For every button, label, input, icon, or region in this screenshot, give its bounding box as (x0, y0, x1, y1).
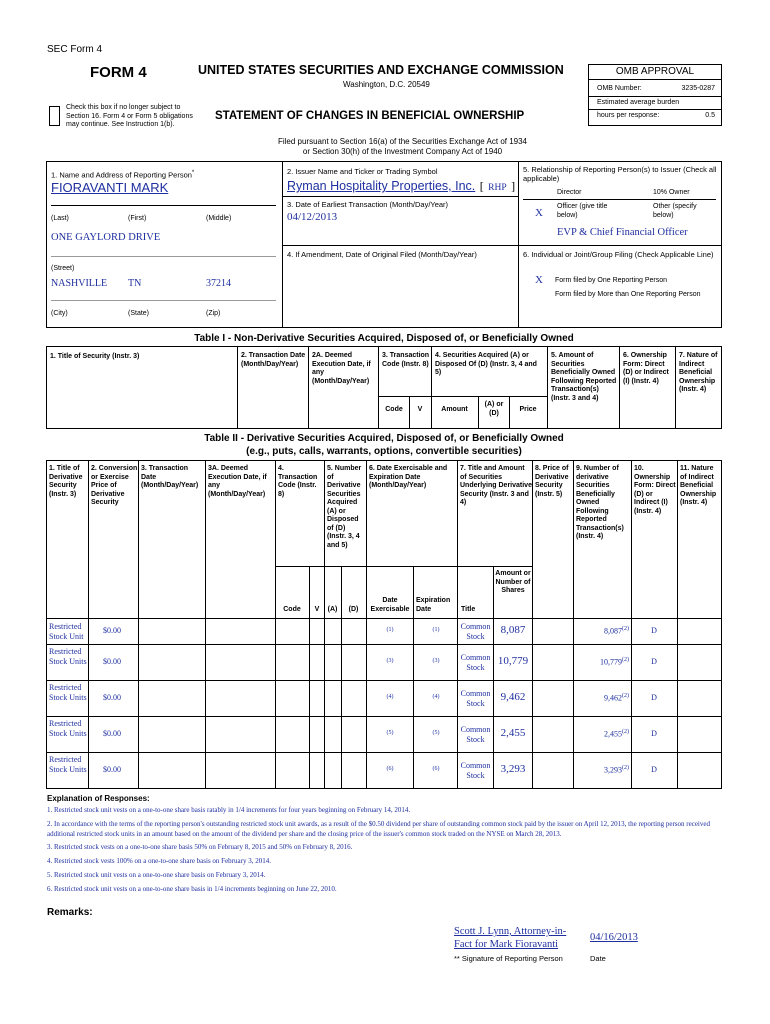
t2-col2-header: 2. Conversion or Exercise Price of Derivative Security (91, 465, 138, 506)
conversion-price: $0.00 (103, 765, 121, 774)
t2-date-exercisable-header: Date Exercisable (370, 597, 410, 613)
t1-col5-header: 5. Amount of Securities Beneficially Owned Following Reported Transaction(s) (Instr. 3 and 4) (551, 352, 617, 402)
conversion-price: $0.00 (103, 657, 121, 666)
date-exercisable: (5) (386, 730, 394, 736)
t1-v-header: V (417, 406, 423, 413)
conversion-price: $0.00 (103, 693, 121, 702)
t2-a-header: (A) (327, 606, 338, 613)
t1-col3-header: 3. Transaction Code (Instr. 8) (382, 352, 430, 368)
signature-date: 04/16/2013 (590, 932, 638, 943)
derivative-title: Restricted Stock Units (49, 719, 87, 738)
expiration-date: (3) (432, 658, 440, 664)
first-label: (First) (128, 215, 147, 222)
omb-title: OMB APPROVAL (589, 65, 721, 80)
omb-hours-value: 0.5 (705, 112, 715, 119)
expiration-date: (4) (432, 694, 440, 700)
expiration-date: (6) (432, 766, 440, 772)
omb-number-value: 3235-0287 (681, 85, 715, 92)
ten-percent-owner-label: 10% Owner (653, 189, 690, 196)
underlying-amount: 2,455 (500, 727, 526, 739)
commission-title: UNITED STATES SECURITIES AND EXCHANGE COMMISSION (198, 63, 564, 77)
t1-price-header: Price (519, 406, 537, 413)
omb-hours-label: hours per response: (597, 112, 660, 119)
other-label: Other (specify below) (653, 203, 697, 219)
t2-col7-header: 7. Title and Amount of Securities Underlying Derivative Security (Instr. 3 and 4) (460, 465, 532, 506)
t2-col9-header: 9. Number of derivative Securities Beneficially Owned Following Reported Transaction(s) (Instr. 4) (576, 465, 624, 540)
filed-pursuant-line1: Filed pursuant to Section 16(a) of the Securities Exchange Act of 1934 (277, 137, 528, 146)
securities-owned: 2,455$^{(2)}$ (604, 729, 629, 739)
signature-name: Scott J. Lynn, Attorney-in-Fact for Mark Fioravanti (454, 926, 567, 950)
t1-aord-header: (A) or (D) (484, 401, 504, 417)
underlying-amount: 8,087 (500, 624, 526, 636)
footnote-6: 6. Restricted stock unit vests on a one-to-one share basis in 1/4 increments beginning on June 22, 2010. (47, 884, 337, 893)
reporting-person-name[interactable]: FIORAVANTI MARK (51, 180, 169, 195)
box2-label: 2. Issuer Name and Ticker or Trading Symbol (287, 167, 438, 176)
t2-col10-header: 10. Ownership Form: Direct (D) or Indirect (I) (Instr. 4) (634, 465, 676, 515)
t2-col4-header: 4. Transaction Code (Instr. 8) (278, 465, 318, 498)
date-exercisable: (6) (386, 766, 394, 772)
t2-col1-header: 1. Title of Derivative Security (Instr. 3) (49, 465, 83, 498)
t1-amount-header: Amount (441, 406, 468, 413)
city-value: NASHVILLE (51, 278, 108, 289)
t1-code-header: Code (385, 406, 403, 413)
officer-label: Officer (give title below) (557, 203, 608, 219)
t1-col1-header: 1. Title of Security (Instr. 3) (50, 353, 140, 360)
t2-col5-header: 5. Number of Derivative Securities Acquired (A) or Disposed of (D) (Instr. 3, 4 and 5) (327, 465, 362, 549)
date-label: Date (590, 954, 606, 963)
t2-col8-header: 8. Price of Derivative Security (Instr. 5) (535, 465, 569, 498)
issuer-line: Ryman Hospitality Properties, Inc. [ RHP ] (287, 179, 516, 193)
explanation-title: Explanation of Responses: (47, 794, 150, 803)
derivative-title: Restricted Stock Unit (49, 622, 84, 641)
underlying-title: Common Stock (460, 761, 491, 780)
derivative-title: Restricted Stock Units (49, 755, 87, 774)
omb-burden-label: Estimated average burden (597, 99, 680, 106)
t2-v-header: V (314, 606, 320, 613)
t1-col2a-header: 2A. Deemed Execution Date, if any (Month/Day/Year) (312, 352, 371, 385)
date-exercisable: (4) (386, 694, 394, 700)
earliest-transaction-date: 04/12/2013 (287, 211, 338, 223)
zip-value: 37214 (206, 278, 231, 289)
underlying-amount: 3,293 (500, 763, 526, 775)
last-label: (Last) (51, 215, 69, 222)
box4-label: 4. If Amendment, Date of Original Filed (Month/Day/Year) (287, 250, 477, 259)
state-value: TN (128, 278, 142, 289)
explanation-list (47, 806, 722, 895)
checkbox-instruction: Check this box if no longer subject to Section 16. Form 4 or Form 5 obligations may continue. See Instruction 1(b). (66, 104, 193, 128)
filed-by-one-label: Form filed by One Reporting Person (555, 277, 668, 284)
securities-owned: 8,087$^{(2)}$ (604, 626, 629, 636)
one-person-checkmark[interactable]: X (535, 274, 543, 286)
derivative-title: Restricted Stock Units (49, 683, 87, 702)
t2-amount-header: Amount or Number of Shares (495, 570, 531, 594)
t2-col3-header: 3. Transaction Date (Month/Day/Year) (141, 465, 199, 489)
ownership-form: D (651, 657, 657, 666)
securities-owned: 3,293$^{(2)}$ (604, 765, 629, 775)
ownership-form: D (651, 729, 657, 738)
t1-col2-header: 2. Transaction Date (Month/Day/Year) (241, 352, 306, 368)
footnote-1: 1. Restricted stock unit vests on a one-to-one share basis ratably in 1/4 increments for four years beginning on February 14, 2014. (47, 806, 411, 814)
washington-line: Washington, D.C. 20549 (343, 80, 430, 89)
city-label: (City) (51, 310, 68, 317)
expiration-date: (5) (432, 730, 440, 736)
expiration-date: (1) (432, 627, 440, 633)
footnote-5: 5. Restricted stock unit vests on a one-to-one share basis on February 3, 2014. (47, 870, 266, 879)
signature-label: ** Signature of Reporting Person (454, 954, 563, 963)
officer-checkmark[interactable]: X (535, 207, 543, 219)
zip-label: (Zip) (206, 310, 221, 317)
t2-d-header: (D) (348, 606, 359, 613)
footnote-2: 2. In accordance with the terms of the reporting person's outstanding restricted stock unit awards, as a result of the $0.50 dividend per share of outstanding common stock paid by the issuer on April 12, 2013, the reporting person received additional restricted stock units in an amount based on the amount of the dividend per share and the closing price of the issuer's common stock traded on the NYSE on March 28, 2013. (47, 819, 710, 838)
t2-col11-header: 11. Nature of Indirect Beneficial Ownership (Instr. 4) (680, 465, 717, 506)
middle-label: (Middle) (206, 215, 232, 222)
t2-title-header: Title (461, 606, 476, 613)
state-label: (State) (128, 310, 150, 317)
t1-col6-header: 6. Ownership Form: Direct (D) or Indirect (I) (Instr. 4) (623, 352, 669, 385)
officer-title: EVP & Chief Financial Officer (557, 227, 688, 238)
securities-owned: 9,462$^{(2)}$ (604, 693, 629, 703)
date-exercisable: (3) (386, 658, 394, 664)
sec-form-label: SEC Form 4 (47, 44, 103, 55)
table2-subtitle: (e.g., puts, calls, warrants, options, convertible securities) (246, 446, 522, 457)
conversion-price: $0.00 (103, 729, 121, 738)
ownership-form: D (651, 765, 657, 774)
ticker-symbol: RHP (488, 183, 507, 193)
filed-by-more-label: Form filed by More than One Reporting Person (555, 291, 701, 298)
underlying-amount: 10,779 (497, 655, 529, 667)
securities-owned: 10,779$^{(2)}$ (600, 657, 629, 667)
t2-code-header: Code (283, 606, 301, 613)
t1-col4-header: 4. Securities Acquired (A) or Disposed Of (D) (Instr. 3, 4 and 5) (435, 352, 537, 376)
box6-label: 6. Individual or Joint/Group Filing (Check Applicable Line) (523, 250, 714, 259)
street-address: ONE GAYLORD DRIVE (51, 232, 161, 243)
issuer-name-link[interactable]: Ryman Hospitality Properties, Inc. (287, 179, 476, 193)
t2-col3a-header: 3A. Deemed Execution Date, if any (Month/Day/Year) (208, 465, 267, 498)
statement-title: STATEMENT OF CHANGES IN BENEFICIAL OWNERSHIP (215, 110, 525, 122)
street-label: (Street) (51, 265, 75, 272)
filed-pursuant-line2: or Section 30(h) of the Investment Company Act of 1940 (302, 147, 503, 156)
underlying-amount: 9,462 (500, 691, 526, 703)
conversion-price: $0.00 (103, 626, 121, 635)
date-exercisable: (1) (386, 627, 394, 633)
omb-approval-box (588, 64, 722, 126)
director-label: Director (557, 189, 582, 196)
table1-title: Table I - Non-Derivative Securities Acquired, Disposed of, or Beneficially Owned (194, 333, 574, 344)
underlying-title: Common Stock (460, 689, 491, 708)
box5-label: 5. Relationship of Reporting Person(s) to Issuer (Check all applicable) (523, 165, 717, 183)
omb-number-label: OMB Number: (597, 85, 642, 92)
box1-label: 1. Name and Address of Reporting Person* (51, 170, 195, 180)
derivative-title: Restricted Stock Units (49, 647, 87, 666)
t2-expiration-header: Expiration Date (416, 597, 451, 613)
t2-col6-header: 6. Date Exercisable and Expiration Date (Month/Day/Year) (369, 465, 448, 489)
underlying-title: Common Stock (460, 725, 491, 744)
footnote-4: 4. Restricted stock vests 100% on a one-to-one share basis on February 3, 2014. (47, 857, 271, 866)
underlying-title: Common Stock (460, 622, 491, 641)
form-title: FORM 4 (90, 64, 147, 81)
ownership-form: D (651, 626, 657, 635)
remarks-title: Remarks: (47, 907, 93, 918)
no-longer-subject-checkbox[interactable] (49, 106, 60, 126)
ownership-form: D (651, 693, 657, 702)
table2-title: Table II - Derivative Securities Acquired, Disposed of, or Beneficially Owned (204, 433, 564, 444)
underlying-title: Common Stock (460, 653, 491, 672)
t1-col7-header: 7. Nature of Indirect Beneficial Ownership (Instr. 4) (679, 352, 718, 393)
box3-label: 3. Date of Earliest Transaction (Month/Day/Year) (287, 200, 449, 209)
footnote-3: 3. Restricted stock vests on a one-to-one share basis 50% on February 8, 2015 and 50% on February 8, 2016. (47, 843, 353, 852)
